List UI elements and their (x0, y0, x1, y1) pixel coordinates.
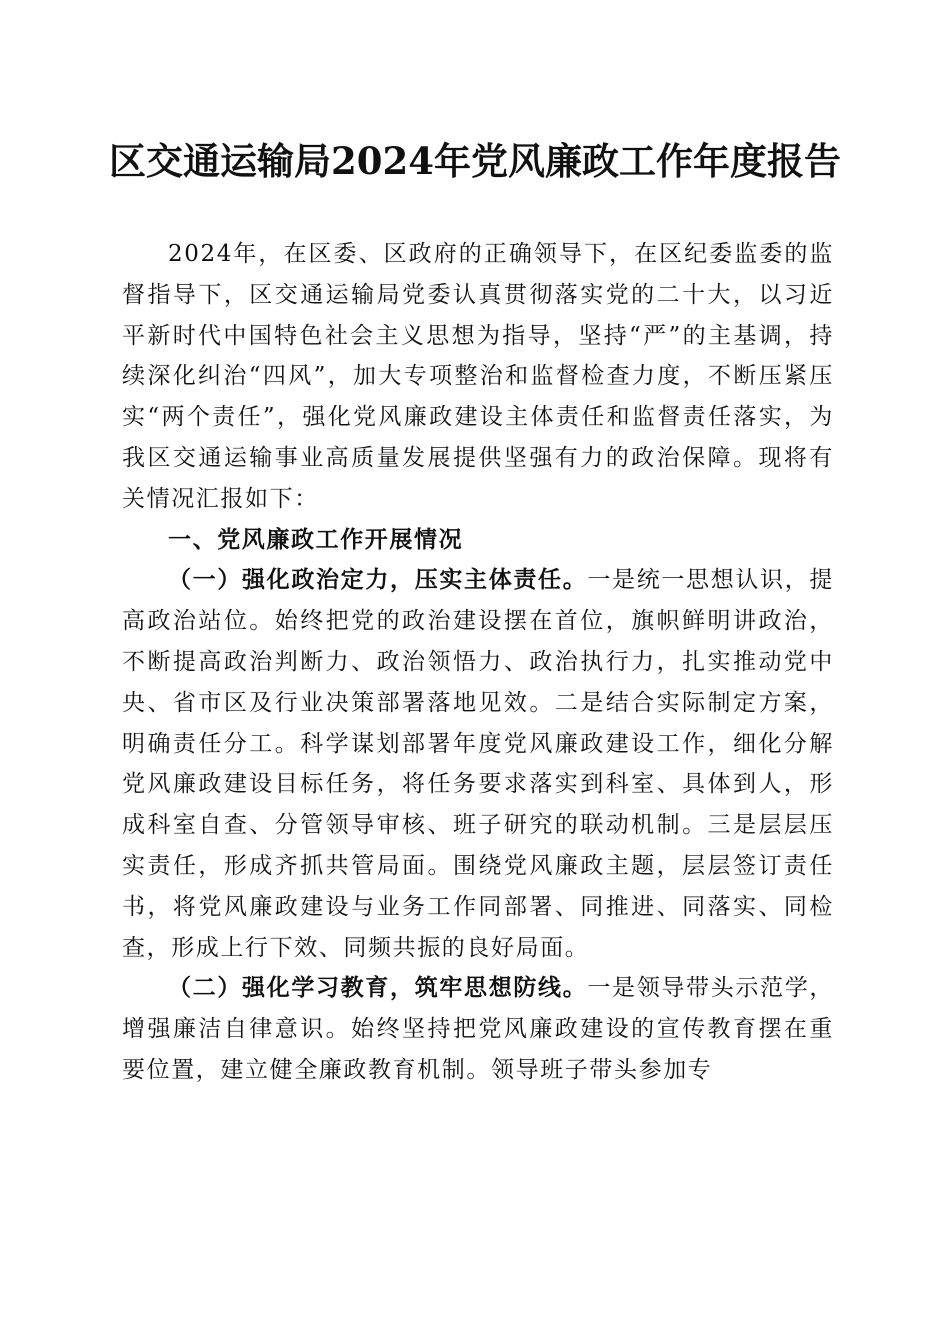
document-title: 区交通运输局2024年党风廉政工作年度报告 (109, 139, 841, 183)
paragraph-2-body: 一是领导带头示范学，增强廉洁自律意识。始终坚持把党风廉政建设的宣传教育摆在重要位置，建立健全廉政教育机制。领导班子带头参加专 (122, 975, 834, 1083)
paragraph-1-body: 一是统一思想认识，提高政治站位。始终把党的政治建设摆在首位，旗帜鲜明讲政治，不断提高政治判断力、政治领悟力、政治执行力，扎实推动党中央、省市区及行业决策部署落地见效。二是结合实际制定方案，明确责任分工。科学谋划部署年度党风廉政建设工作，细化分解党风廉政建设目标任务，将任务要求落实到科室、具体到人，形成科室自查、分管领导审核、班子研究的联动机制。三是层层压实责任，形成齐抓共管局面。围绕党风廉政主题，层层签订责任书，将党风廉政建设与业务工作同部署、同推进、同落实、同检查，形成上行下效、同频共振的良好局面。 (122, 567, 834, 961)
section-heading: 一、党风廉政工作开展情况 (168, 526, 464, 553)
paragraph-2-lead: （二）强化学习教育，筑牢思想防线。 (168, 974, 588, 1002)
paragraph-1-lead: （一）强化政治定力，压实主体责任。 (168, 566, 588, 594)
paragraph-2 (122, 968, 834, 1090)
paragraph-1 (122, 560, 834, 968)
intro-paragraph: 2024年，在区委、区政府的正确领导下，在区纪委监委的监督指导下，区交通运输局党委认真贯彻落实党的二十大，以习近平新时代中国特色社会主义思想为指导，坚持“严”的主基调，持续深化纠治“四风”，加大专项整治和监督检查力度，不断压紧压实“两个责任”，强化党风廉政建设主体责任和监督责任落实，为我区交通运输事业高质量发展提供坚强有力的政治保障。现将有关情况汇报如下： (122, 241, 834, 512)
document-body (122, 234, 834, 1091)
